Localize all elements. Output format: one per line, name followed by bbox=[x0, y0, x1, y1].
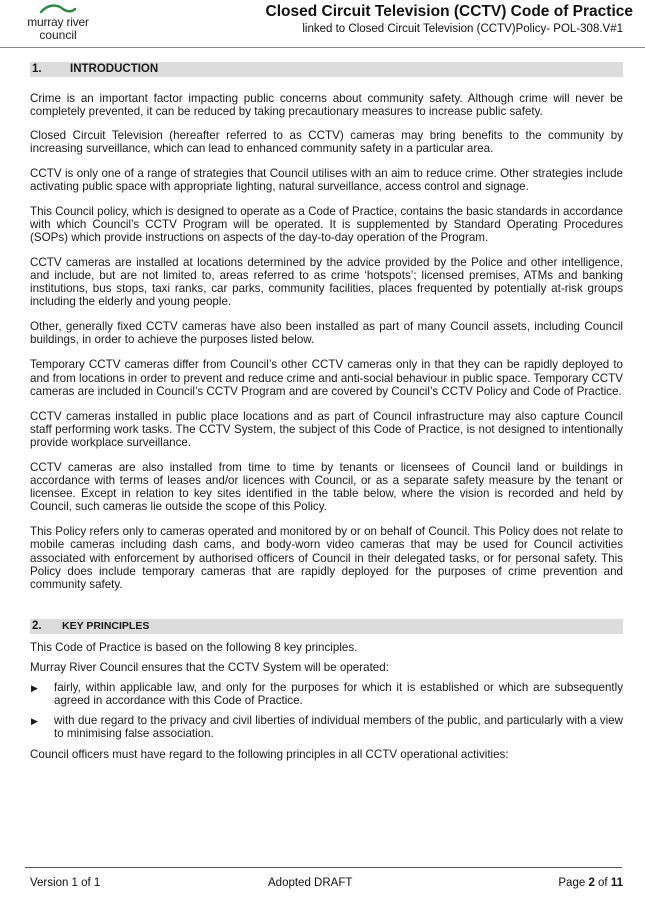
paragraph: Council officers must have regard to the following principles in all CCTV operational activities: bbox=[30, 748, 509, 762]
triangle-right-icon: ▶ bbox=[31, 683, 38, 693]
paragraph: This Code of Practice is based on the following 8 key principles. bbox=[30, 640, 358, 654]
document-title: Closed Circuit Television (CCTV) Code of Practice bbox=[265, 3, 633, 20]
paragraph: CCTV cameras installed in public place locations and as part of Council infrastructure may also capture Council staff performing work tasks. The CCTV System, the subject of this Code of Practice, is not designed to intentionally provide workplace surveillance. bbox=[30, 409, 623, 449]
logo-text-line1: murray river bbox=[27, 15, 89, 29]
paragraph: This Council policy, which is designed to operate as a Code of Practice, contains the basic standards in accordance with which Council’s CCTV Program will be operated. It is supplemented by Standard Operating Procedures (SOPs) which provide instructions on aspects of the day-to-day operation of the Program. bbox=[30, 204, 623, 244]
footer-divider bbox=[25, 867, 622, 868]
logo-text-line2: council bbox=[39, 28, 77, 42]
list-item-text: with due regard to the privacy and civil liberties of individual members of the public, and particularly with a view to minimising false association. bbox=[54, 714, 623, 741]
paragraph: Other, generally fixed CCTV cameras have also been installed as part of many Council assets, including Council buildings, in order to achieve the purposes listed below. bbox=[30, 320, 623, 347]
list-item bbox=[30, 681, 623, 707]
section-number: 1. bbox=[32, 63, 42, 75]
page-header bbox=[0, 0, 645, 48]
principles-list bbox=[30, 681, 623, 740]
page-current: 2 bbox=[588, 877, 595, 889]
paragraph: CCTV cameras are also installed from time to time by tenants or licensees of Council land or buildings in accordance with terms of leases and/or licences with Council, or as a separate safety measure by the tenant or licensee. Except in relation to key sites identified in the table below, where the vision is recorded and held by Council, such cameras lie outside the scope of this Policy. bbox=[30, 460, 623, 514]
paragraph: Closed Circuit Television (hereafter referred to as CCTV) cameras may bring benefits to the community by increasing surveillance, which can lead to enhanced community safety in a particular area. bbox=[30, 129, 623, 156]
footer-version: Version 1 of 1 bbox=[30, 877, 101, 889]
footer-page-number bbox=[558, 877, 623, 889]
section-heading bbox=[30, 62, 623, 77]
page-label: Page bbox=[558, 877, 589, 889]
section-title: KEY PRINCIPLES bbox=[62, 619, 150, 632]
document-subtitle: linked to Closed Circuit Television (CCTV)Policy- POL-308.V#1 bbox=[302, 23, 623, 35]
section-number: 2. bbox=[32, 619, 42, 632]
section-heading bbox=[30, 619, 623, 634]
paragraph: This Policy refers only to cameras operated and monitored by or on behalf of Council. This Policy does not relate to mobile cameras including dash cams, and body-worn video cameras that may be used for Council activities associated with enforcement by authorised officers of Council in their delegated tasks, or for personal safety. This Policy does include temporary cameras that are rapidly deployed for the purposes of crime prevention and community safety. bbox=[30, 525, 623, 591]
section-title: INTRODUCTION bbox=[70, 63, 159, 75]
paragraph: CCTV cameras are installed at locations determined by the advice provided by the Police and other intelligence, and include, but are not limited to, areas referred to as crime ‘hotspots’; licensed premises, ATMs and banking institutions, bus stops, taxi ranks, car parks, community facilities, places frequented by potentially at-risk groups including the elderly and young people. bbox=[30, 255, 623, 309]
river-wave-logo-icon bbox=[39, 3, 77, 15]
paragraph: CCTV is only one of a range of strategies that Council utilises with an aim to reduce crime. Other strategies include activating public space with appropriate lighting, natural surveillance, access control and signage. bbox=[30, 167, 623, 194]
footer-status: Adopted DRAFT bbox=[268, 877, 353, 889]
paragraph: Crime is an important factor impacting public concerns about community safety. Although crime will never be completely prevented, it can be reduced by taking precautionary measures to increase public safety. bbox=[30, 92, 623, 119]
page-total: 11 bbox=[610, 877, 623, 889]
page-body bbox=[30, 62, 623, 761]
triangle-right-icon: ▶ bbox=[31, 716, 38, 727]
header-divider bbox=[0, 47, 645, 48]
paragraph: Temporary CCTV cameras differ from Council’s other CCTV cameras only in that they can be rapidly deployed to and from locations in order to prevent and reduce crime and anti-social behaviour in public space. Temporary CCTV cameras are included in Council’s CCTV Program and are covered by Council’s CCTV Policy and Code of Practice. bbox=[30, 358, 623, 398]
list-item-text: fairly, within applicable law, and only for the purposes for which it is established or which are subsequently agreed in accordance with this Code of Practice. bbox=[54, 681, 623, 708]
council-logo bbox=[27, 3, 89, 45]
list-item bbox=[30, 714, 623, 740]
page-of: of bbox=[594, 877, 611, 889]
paragraph: Murray River Council ensures that the CCTV System will be operated: bbox=[30, 660, 389, 674]
